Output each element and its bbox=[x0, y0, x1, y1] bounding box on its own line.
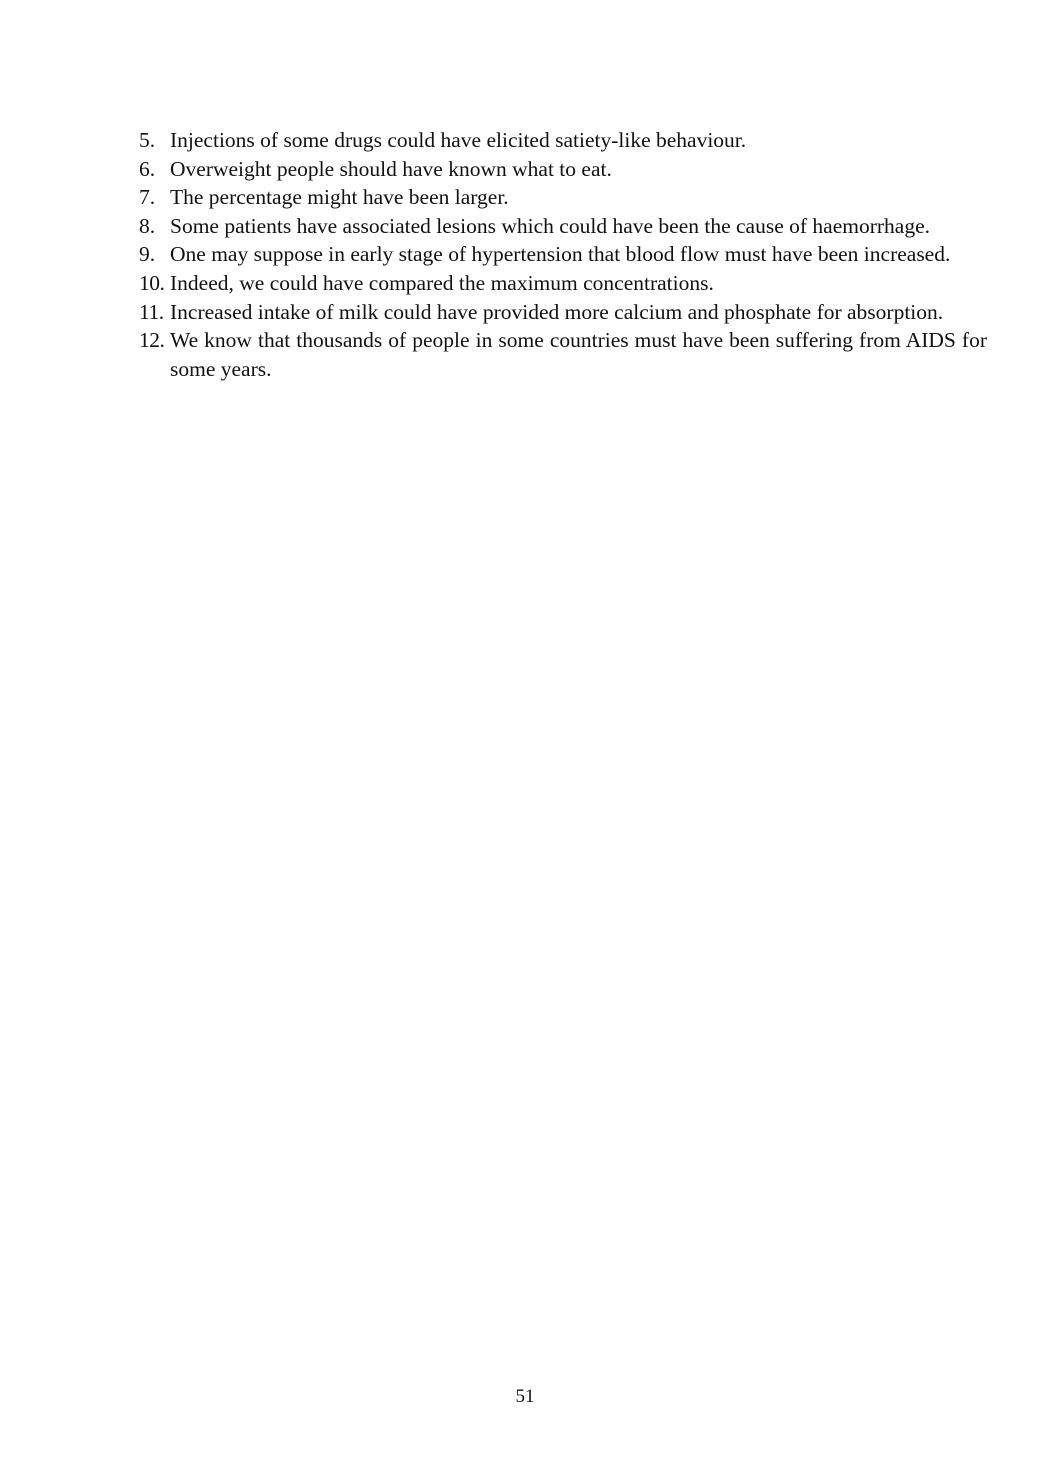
list-item bbox=[139, 126, 987, 155]
item-number: 8. bbox=[139, 213, 156, 238]
item-text: We know that thousands of people in some countries must have been suffering from AIDS for some years. bbox=[170, 328, 987, 381]
item-number: 11. bbox=[139, 299, 164, 324]
item-text: One may suppose in early stage of hypertension that blood flow must have been increased. bbox=[170, 242, 951, 267]
list-item bbox=[139, 212, 987, 241]
item-text: Increased intake of milk could have provided more calcium and phosphate for absorption. bbox=[170, 299, 944, 324]
list-item bbox=[139, 326, 987, 383]
item-number: 5. bbox=[139, 128, 156, 152]
item-text: Injections of some drugs could have elicited satiety-like behaviour. bbox=[170, 128, 747, 152]
item-text: Some patients have associated lesions which could have been the cause of haemorrhage. bbox=[170, 213, 930, 238]
item-text: The percentage might have been larger. bbox=[170, 185, 509, 210]
list-item bbox=[139, 155, 987, 184]
item-text: Indeed, we could have compared the maximum concentrations. bbox=[170, 270, 714, 295]
exercise-list bbox=[139, 126, 987, 383]
list-item bbox=[139, 183, 987, 212]
item-number: 7. bbox=[139, 185, 156, 210]
item-number: 12. bbox=[139, 328, 165, 353]
item-number: 9. bbox=[139, 242, 156, 267]
page-number: 51 bbox=[515, 1386, 535, 1407]
item-number: 6. bbox=[139, 156, 156, 181]
list-item bbox=[139, 240, 987, 269]
list-item bbox=[139, 269, 987, 298]
item-text: Overweight people should have known what to eat. bbox=[170, 156, 612, 181]
item-number: 10. bbox=[139, 270, 165, 295]
list-item bbox=[139, 298, 987, 327]
